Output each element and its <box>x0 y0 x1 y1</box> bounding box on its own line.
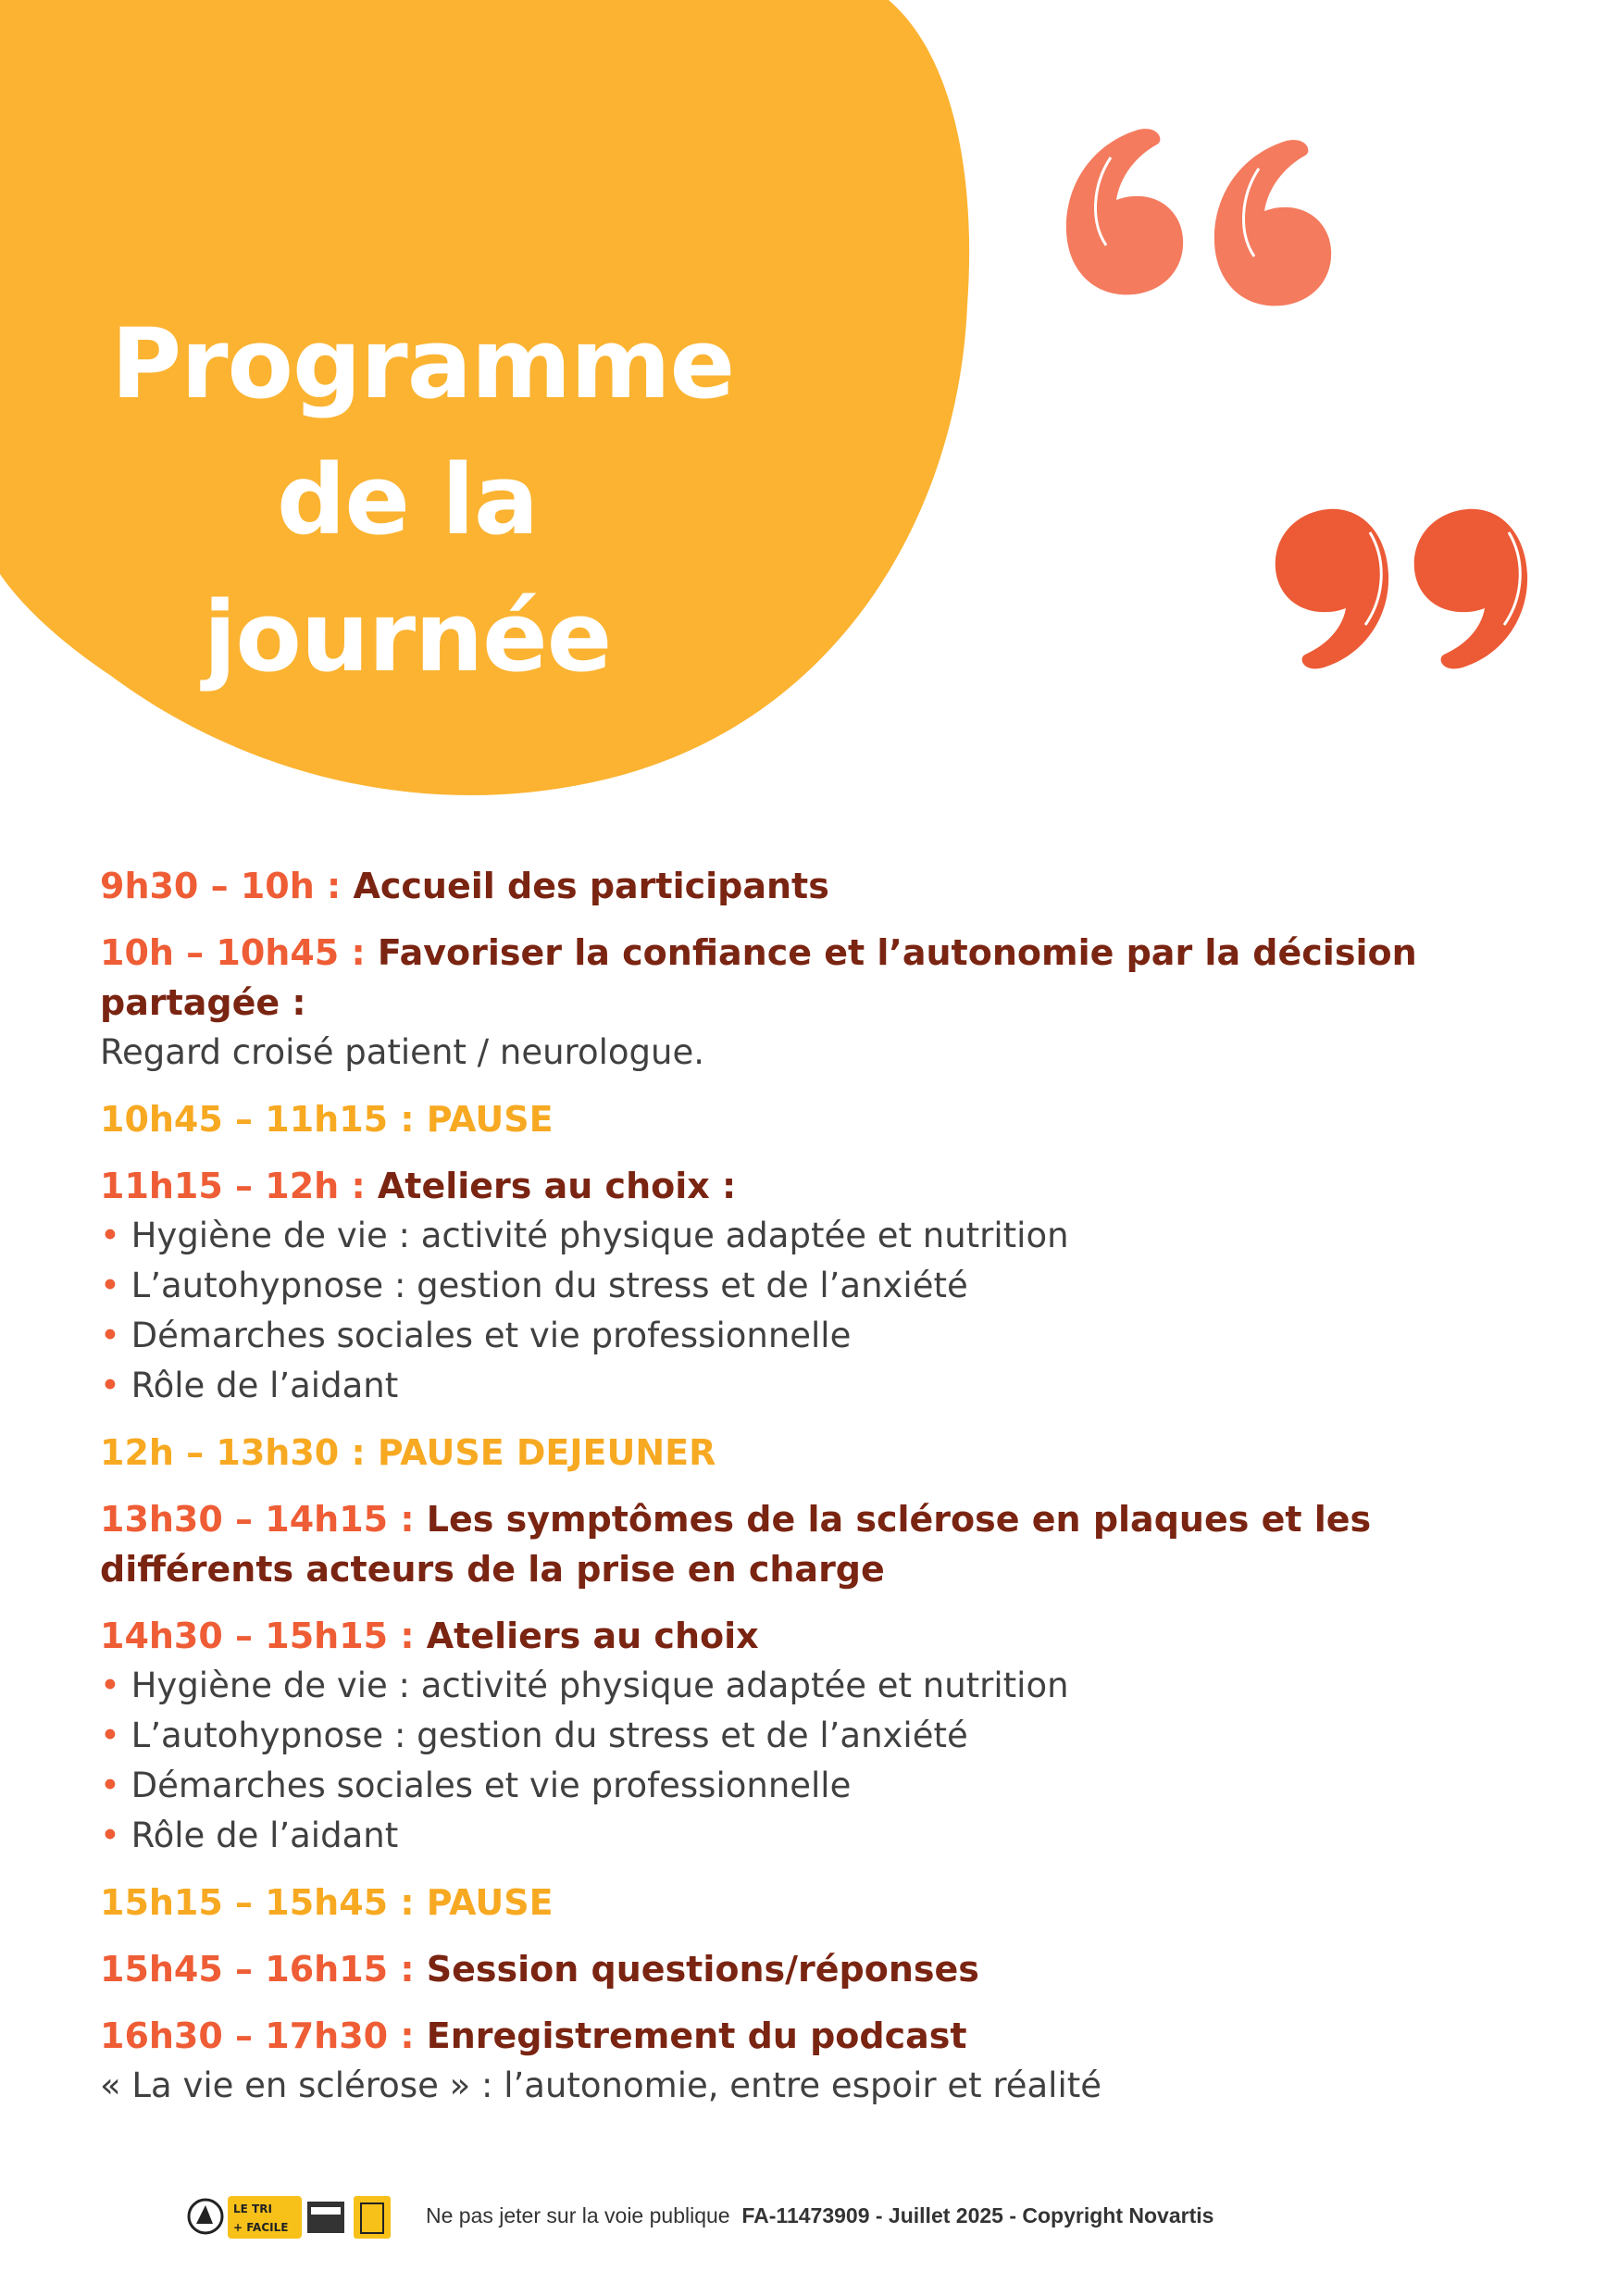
entry-label: Ateliers au choix <box>426 1616 759 1656</box>
entry-subtitle: « La vie en sclérose » : l’autonomie, entre espoir et réalité <box>100 2065 1102 2105</box>
bullet-dot-icon: • <box>100 1816 131 1855</box>
programme-entry <box>100 1161 1544 1411</box>
footer <box>185 2192 1388 2244</box>
bullet-text: L’autohypnose : gestion du stress et de l’anxiété <box>131 1716 968 1755</box>
footer-text <box>426 2203 1214 2228</box>
time-separator: : <box>388 2015 427 2056</box>
entry-time: 9h30 – 10h <box>100 866 315 906</box>
bullet-dot-icon: • <box>100 1716 131 1755</box>
open-quote-icon <box>1055 120 1361 315</box>
bullet-text: Hygiène de vie : activité physique adaptée et nutrition <box>131 1666 1069 1705</box>
entry-label: PAUSE <box>426 1099 554 1140</box>
entry-time: 15h45 – 16h15 <box>100 1949 389 1990</box>
entry-label: PAUSE <box>426 1882 554 1923</box>
entry-heading <box>100 1611 1544 1661</box>
workshop-bullet <box>100 1761 1544 1811</box>
programme-entry <box>100 1611 1544 1861</box>
time-separator: : <box>388 1882 427 1923</box>
entry-heading <box>100 1161 1544 1211</box>
entry-time: 16h30 – 17h30 <box>100 2015 389 2056</box>
bullet-text: Démarches sociales et vie professionnelle <box>131 1316 852 1355</box>
workshop-bullet <box>100 1811 1544 1861</box>
entry-subtitle: Regard croisé patient / neurologue. <box>100 1032 704 1072</box>
entry-heading <box>100 1094 1544 1144</box>
reference-copyright: FA-11473909 - Juillet 2025 - Copyright Novartis <box>741 2203 1214 2227</box>
bullet-text: L’autohypnose : gestion du stress et de l’anxiété <box>131 1266 968 1305</box>
entry-heading <box>100 861 1544 911</box>
entry-time: 13h30 – 14h15 <box>100 1499 389 1540</box>
svg-text:LE TRI: LE TRI <box>233 2202 272 2215</box>
time-separator: : <box>388 1949 427 1990</box>
le-tri-logo <box>185 2192 407 2244</box>
svg-text:+ FACILE: + FACILE <box>233 2221 289 2234</box>
page-title <box>111 296 735 706</box>
entry-label: PAUSE DEJEUNER <box>377 1432 716 1473</box>
entry-label: Accueil des participants <box>353 866 829 906</box>
entry-time: 10h – 10h45 <box>100 932 340 973</box>
time-separator: : <box>388 1616 427 1656</box>
bullet-dot-icon: • <box>100 1666 131 1705</box>
entry-heading <box>100 2011 1544 2061</box>
entry-time: 15h15 – 15h45 <box>100 1882 389 1923</box>
entry-label: Session questions/réponses <box>426 1949 979 1990</box>
close-quote-icon <box>1268 505 1546 671</box>
programme-entry <box>100 928 1544 1078</box>
workshop-bullet <box>100 1361 1544 1411</box>
title-line-2: de la journée <box>203 443 612 694</box>
bullet-text: Rôle de l’aidant <box>131 1816 399 1855</box>
disposal-notice: Ne pas jeter sur la voie publique <box>426 2203 730 2227</box>
time-separator: : <box>339 1166 378 1206</box>
workshop-bullet <box>100 1711 1544 1761</box>
bullet-text: Démarches sociales et vie professionnelle <box>131 1766 852 1805</box>
bullet-text: Rôle de l’aidant <box>131 1366 399 1405</box>
entry-time: 11h15 – 12h <box>100 1166 340 1206</box>
workshop-bullet <box>100 1311 1544 1361</box>
programme-entry <box>100 861 1544 911</box>
entry-heading <box>100 928 1544 1028</box>
time-separator: : <box>339 932 378 973</box>
time-separator: : <box>388 1499 427 1540</box>
bullet-dot-icon: • <box>100 1766 131 1805</box>
programme-entry <box>100 1944 1544 1994</box>
programme-entry <box>100 2011 1544 2111</box>
workshop-bullet <box>100 1211 1544 1261</box>
bullet-dot-icon: • <box>100 1316 131 1355</box>
programme-entry <box>100 1094 1544 1144</box>
entry-label: Enregistrement du podcast <box>426 2015 967 2056</box>
bullet-dot-icon: • <box>100 1216 131 1255</box>
time-separator: : <box>388 1099 427 1140</box>
entry-label: Les symptômes de la sclérose en plaques et les différents acteurs de la prise en charge <box>100 1499 1372 1590</box>
entry-heading <box>100 1878 1544 1928</box>
time-separator: : <box>314 866 354 906</box>
entry-time: 12h – 13h30 <box>100 1432 340 1473</box>
bullet-dot-icon: • <box>100 1266 131 1305</box>
title-line-1: Programme <box>111 306 735 420</box>
programme-entry <box>100 1428 1544 1478</box>
programme-entry <box>100 1878 1544 1928</box>
workshop-bullet <box>100 1661 1544 1711</box>
entry-time: 14h30 – 15h15 <box>100 1616 389 1656</box>
time-separator: : <box>339 1432 378 1473</box>
entry-heading <box>100 1494 1544 1594</box>
entry-label: Favoriser la confiance et l’autonomie par la décision partagée : <box>100 932 1417 1023</box>
programme-entry <box>100 1494 1544 1594</box>
bullet-text: Hygiène de vie : activité physique adaptée et nutrition <box>131 1216 1069 1255</box>
bullet-dot-icon: • <box>100 1366 131 1405</box>
workshop-bullet <box>100 1261 1544 1311</box>
entry-label: Ateliers au choix : <box>377 1166 737 1206</box>
entry-heading <box>100 1428 1544 1478</box>
entry-time: 10h45 – 11h15 <box>100 1099 389 1140</box>
entry-heading <box>100 1944 1544 1994</box>
programme-list <box>100 861 1544 2128</box>
